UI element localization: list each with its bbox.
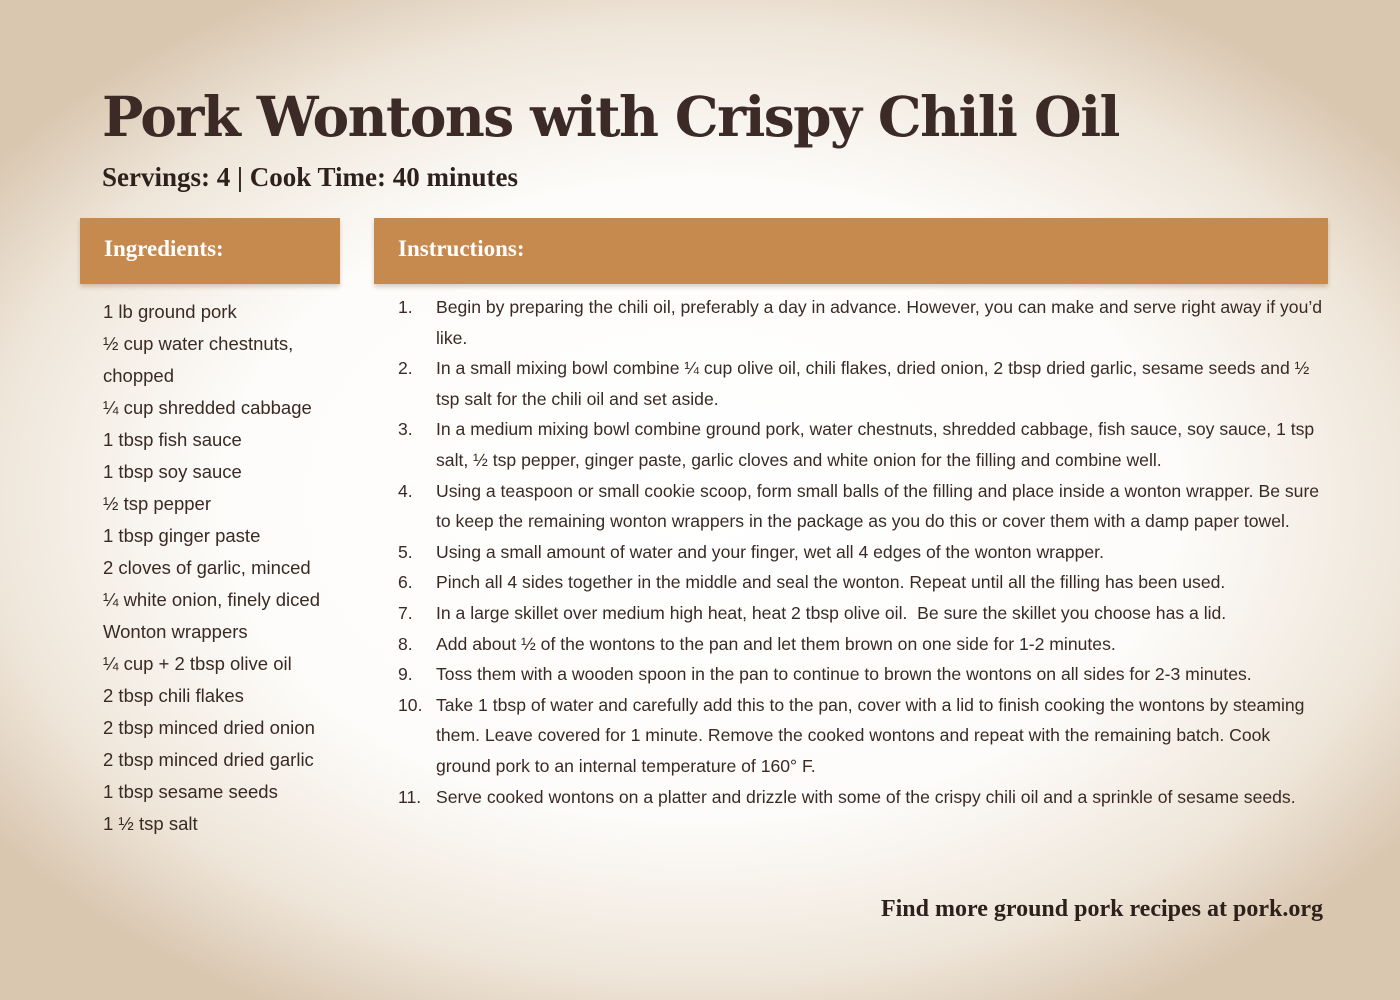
step-number: 3.	[398, 419, 413, 440]
instruction-step	[398, 629, 1328, 660]
instruction-step	[398, 690, 1328, 782]
ingredient-item: ½ cup water chestnuts, chopped	[103, 333, 294, 386]
ingredient-item: ¼ cup shredded cabbage	[103, 397, 312, 418]
instructions-header-label: Instructions:	[398, 236, 525, 261]
ingredient-item: 1 tbsp soy sauce	[103, 461, 242, 482]
step-number: 2.	[398, 358, 413, 379]
step-number: 11.	[398, 786, 422, 807]
step-number: 6.	[398, 572, 413, 593]
step-text: In a large skillet over medium high heat, heat 2 tbsp olive oil. Be sure the skillet you choose has a lid.	[436, 602, 1227, 623]
ingredient-item: ¼ white onion, finely diced	[103, 589, 320, 610]
ingredient-item: 1 lb ground pork	[103, 301, 237, 322]
instruction-step	[398, 659, 1328, 690]
instruction-step	[398, 414, 1328, 475]
instruction-step	[398, 537, 1328, 568]
step-number: 7.	[398, 602, 413, 623]
instructions-list	[398, 292, 1328, 812]
ingredient-item: 2 cloves of garlic, minced	[103, 557, 311, 578]
step-number: 8.	[398, 633, 413, 654]
instruction-step	[398, 353, 1328, 414]
step-number: 1.	[398, 297, 413, 317]
recipe-title: Pork Wontons with Crispy Chili Oil	[102, 84, 1119, 149]
step-number: 5.	[398, 541, 413, 562]
ingredient-item: 1 tbsp ginger paste	[103, 525, 261, 546]
instruction-step	[398, 598, 1328, 629]
recipe-subtitle: Servings: 4 | Cook Time: 40 minutes	[102, 162, 518, 192]
ingredient-item: 1 tbsp fish sauce	[103, 429, 242, 450]
ingredient-item: 1 tbsp sesame seeds	[103, 781, 278, 802]
ingredient-item: 2 tbsp minced dried garlic	[103, 749, 314, 770]
step-text: Add about ½ of the wontons to the pan and let them brown on one side for 1-2 minutes.	[436, 633, 1116, 654]
instruction-step	[398, 476, 1328, 537]
instructions-header	[374, 218, 1328, 284]
step-text: Begin by preparing the chili oil, preferably a day in advance. However, you can make and serve right away if you’d like.	[436, 297, 1323, 348]
step-text: Serve cooked wontons on a platter and drizzle with some of the crispy chili oil and a sprinkle of sesame seeds.	[436, 786, 1296, 807]
step-text: In a small mixing bowl combine ¼ cup olive oil, chili flakes, dried onion, 2 tbsp dried garlic, sesame seeds and ½ tsp salt for the chili oil and set aside.	[436, 358, 1310, 409]
ingredient-item: Wonton wrappers	[103, 621, 248, 642]
instruction-step	[398, 567, 1328, 598]
step-text: Pinch all 4 sides together in the middle and seal the wonton. Repeat until all the filling has been used.	[436, 572, 1226, 593]
footer-link-text: Find more ground pork recipes at pork.org	[880, 896, 1323, 922]
step-text: Using a small amount of water and your finger, wet all 4 edges of the wonton wrapper.	[436, 541, 1104, 562]
ingredient-item: ½ tsp pepper	[103, 493, 211, 514]
ingredient-item: ¼ cup + 2 tbsp olive oil	[103, 653, 292, 674]
ingredient-item: 1 ½ tsp salt	[103, 813, 198, 834]
instruction-step	[398, 782, 1328, 813]
ingredients-header-label: Ingredients:	[104, 236, 224, 261]
step-text: In a medium mixing bowl combine ground pork, water chestnuts, shredded cabbage, fish sauce, soy sauce, 1 tsp salt, ½ tsp pepper, ginger paste, garlic cloves and white onion for the filling and combine well.	[436, 419, 1315, 470]
instruction-step	[398, 292, 1328, 353]
ingredient-item: 2 tbsp chili flakes	[103, 685, 244, 706]
step-text: Take 1 tbsp of water and carefully add this to the pan, cover with a lid to finish cooking the wontons by steaming them. Leave covered for 1 minute. Remove the cooked wontons and repeat with the remaining batch. Cook ground pork to an internal temperature of 160° F.	[436, 694, 1305, 776]
step-text: Using a teaspoon or small cookie scoop, form small balls of the filling and place inside a wonton wrapper. Be sure to keep the remaining wonton wrappers in the package as you do this or cover them with a damp paper towel.	[436, 480, 1320, 532]
ingredients-header	[80, 218, 340, 284]
step-number: 9.	[398, 664, 413, 685]
ingredients-list	[103, 296, 343, 840]
ingredient-item: 2 tbsp minced dried onion	[103, 717, 315, 738]
step-number: 10.	[398, 694, 423, 715]
step-text: Toss them with a wooden spoon in the pan to continue to brown the wontons on all sides for 2-3 minutes.	[436, 664, 1252, 685]
step-number: 4.	[398, 480, 413, 501]
